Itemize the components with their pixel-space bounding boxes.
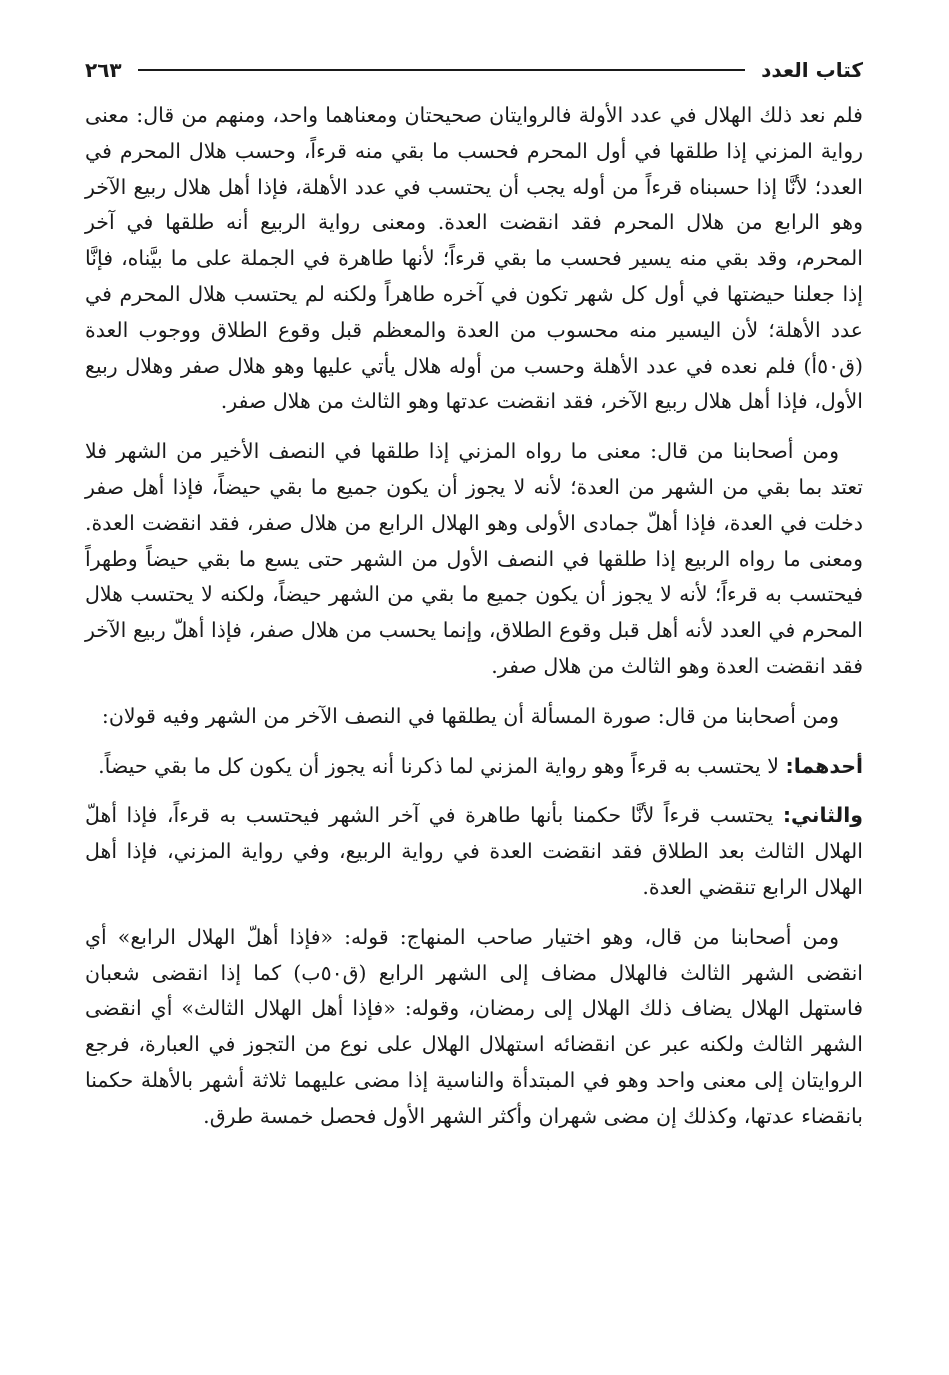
page-body bbox=[85, 98, 863, 1135]
paragraph-text: لا يحتسب به قرءاً وهو رواية المزني لما ذكرنا أنه يجوز أن يكون كل ما بقي حيضاً. bbox=[98, 753, 786, 778]
paragraph-text: ومن أصحابنا من قال، وهو اختيار صاحب المنهاج: قوله: «فإذا أهلّ الهلال الرابع» أي انقضى الشهر الثالث فالهلال مضاف إلى الشهر الرابع (ق٥٠ب) كما إذا انقضى شعبان فاستهل الهلال يضاف ذلك الهلال إلى رمضان، وقوله: «فإذا أهل الهلال الثالث» أي انقضى الشهر الثالث ولكنه عبر عن انقضائه استهلال الهلال على نوع من التجوز في العبارة، فرجع الروايتان إلى معنى واحد وهو في المبتدأة والناسية إذا مضى عليهما ثلاثة أشهر بالأهلة حكمنا بانقضاء عدتها، وكذلك إن مضى شهران وأكثر الشهر الأول فحصل خمسة طرق. bbox=[85, 924, 863, 1128]
paragraph-6 bbox=[85, 920, 863, 1135]
paragraph-4 bbox=[85, 749, 863, 785]
paragraph-lead: والثاني: bbox=[782, 803, 863, 828]
paragraph-text: فلم نعد ذلك الهلال في عدد الأولة فالروايتان صحيحتان ومعناهما واحد، ومنهم من قال: معنى رواية المزني إذا طلقها في أول المحرم فحسب ما بقي منه قرءاً، وحسب هلال المحرم في العدد؛ لأنَّا إذا حسبناه قرءاً من أوله يجب أن يحتسب في عدد الأهلة، فإذا أهل هلال ربيع الآخر وهو الرابع من هلال المحرم فقد انقضت العدة. ومعنى رواية الربيع أنه طلقها في آخر المحرم، وقد بقي منه يسير فحسب ما بقي قرءاً؛ لأنها طاهرة في الجملة على ما بيَّناه، فإنَّا إذا جعلنا حيضتها في أول كل شهر تكون في آخره طاهراً ولكنه لم يحتسب هلال المحرم في عدد الأهلة؛ لأن اليسير منه محسوب من العدة والمعظم قبل وقوع الطلاق ووجوب العدة (ق٥٠أ) فلم نعده في عدد الأهلة وحسب من أوله هلال يأتي عليها وهو هلال صفر وهلال ربيع الأول، فإذا أهل هلال ربيع الآخر، فقد انقضت عدتها وهو الثالث من هلال صفر. bbox=[85, 103, 863, 414]
paragraph-3 bbox=[85, 699, 863, 735]
paragraph-text: يحتسب قرءاً لأنَّا حكمنا بأنها طاهرة في آخر الشهر فيحتسب به قرءاً، فإذا أهلّ الهلال الثالث بعد الطلاق فقد انقضت العدة في رواية الربيع، وفي رواية المزني، فإذا أهل الهلال الرابع تنقضي العدة. bbox=[85, 803, 863, 899]
paragraph-lead: أحدهما: bbox=[785, 753, 863, 778]
header-rule bbox=[138, 69, 746, 71]
running-header bbox=[85, 50, 863, 90]
paragraph-1 bbox=[85, 98, 863, 420]
paragraph-text: ومن أصحابنا من قال: معنى ما رواه المزني إذا طلقها في النصف الأخير من الشهر فلا تعتد بما بقي من الشهر من العدة؛ لأنه لا يجوز أن يكون جميع ما بقي حيضاً، فإذا أهل صفر دخلت في العدة، فإذا أهلّ جمادى الأولى وهو الهلال الرابع من هلال صفر، فقد انقضت العدة. ومعنى ما رواه الربيع إذا طلقها في النصف الأول من الشهر حتى يسع ما بقي حيضاً وطهراً فيحتسب به قرءاً؛ لأنه لا يجوز أن يكون جميع ما بقي من الشهر حيضاً، ولكنه لا يحتسب هلال المحرم في العدد لأنه أهل قبل وقوع الطلاق، وإنما يحسب من هلال صفر، فإذا أهلّ ربيع الآخر فقد انقضت العدة وهو الثالث من هلال صفر. bbox=[85, 439, 863, 678]
book-title: كتاب العدد bbox=[761, 58, 863, 82]
paragraph-text: ومن أصحابنا من قال: صورة المسألة أن يطلقها في النصف الآخر من الشهر وفيه قولان: bbox=[101, 703, 839, 728]
paragraph-5 bbox=[85, 798, 863, 905]
paragraph-2 bbox=[85, 434, 863, 685]
book-page bbox=[85, 50, 863, 1360]
page-number: ٢٦٣ bbox=[85, 58, 122, 82]
